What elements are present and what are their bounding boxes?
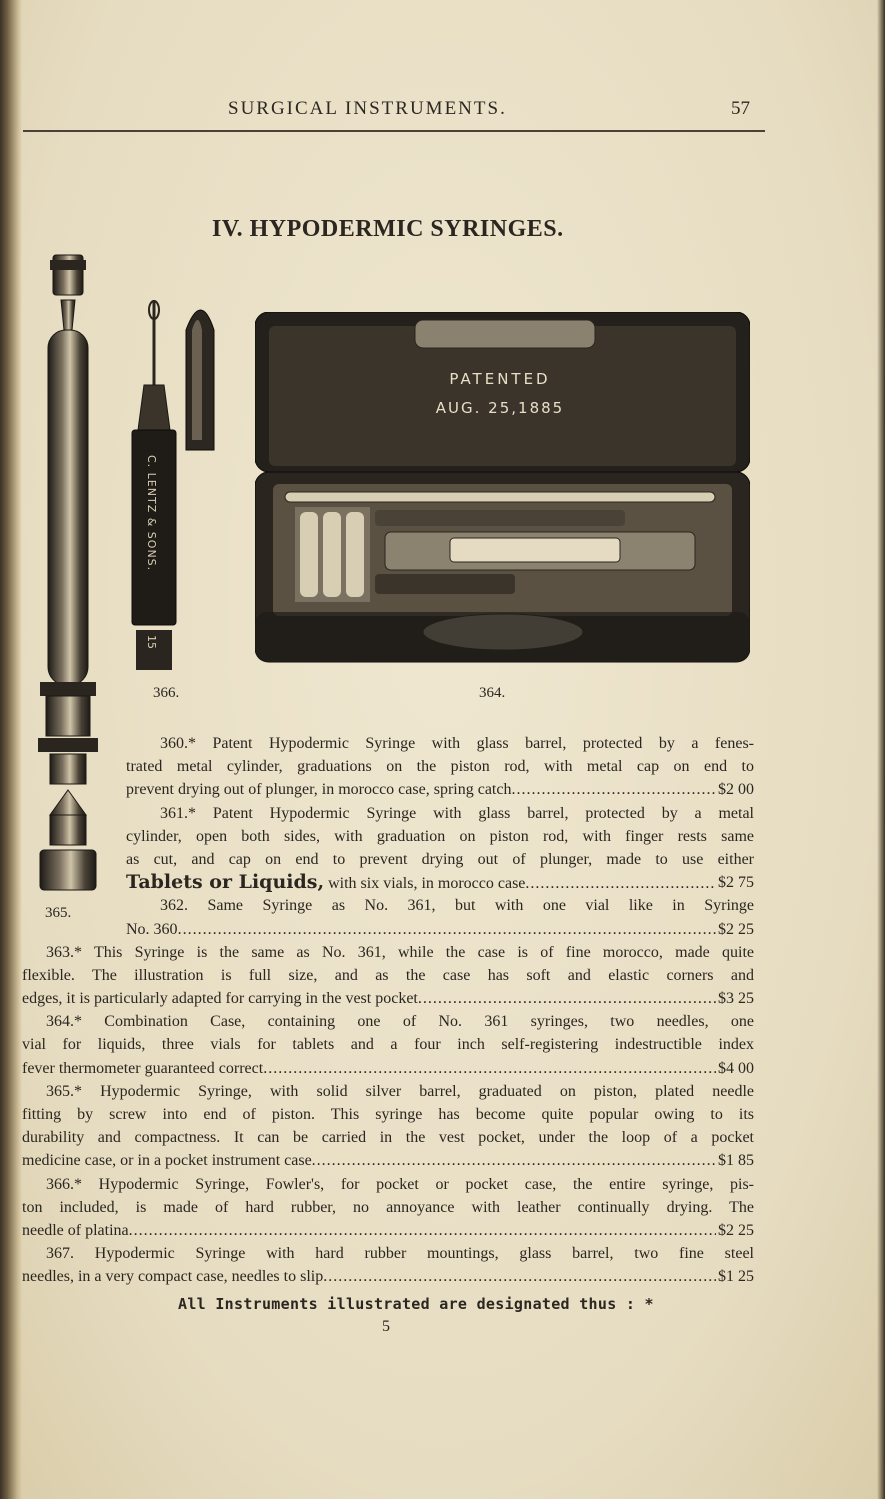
item-366-line: ton included, is made of hard rubber, no annoyance with leather continually drying. The: [22, 1198, 754, 1216]
item-362-line: 362. Same Syringe as No. 361, but with one vial like in Syringe: [160, 897, 754, 915]
item-361-line: cylinder, open both sides, with graduation on piston rod, with finger rests same: [126, 827, 754, 845]
figure-label-366: 366.: [153, 685, 180, 701]
item-362-desc: No. 360 .....: [126, 918, 716, 941]
page-edge-shadow: [877, 0, 885, 1499]
item-366-price: $2 25: [718, 1221, 754, 1239]
item-362-priceline: [126, 918, 754, 941]
case-lid-line2: AUG. 25,1885: [435, 399, 565, 417]
item-360-priceline: [126, 778, 754, 801]
item-361-line: 361.* Patent Hypodermic Syringe with glass barrel, protected by a metal: [160, 804, 754, 822]
catalog-text: [22, 732, 754, 1289]
item-364-priceline: [22, 1057, 754, 1080]
item-367-priceline: [22, 1265, 754, 1288]
case-364-illustration: [255, 312, 750, 667]
footer-page-number: 5: [382, 1318, 390, 1335]
item-362-price: $2 25: [718, 920, 754, 938]
book-spine-shadow: [0, 0, 22, 1499]
item-367-desc: needles, in a very compact case, needles to slip .....: [22, 1265, 716, 1288]
item-361-price: $2 75: [718, 874, 754, 892]
item-361-bold: Tablets or Liquids,: [126, 871, 325, 894]
running-header: SURGICAL INSTRUMENTS.: [228, 98, 507, 119]
item-360-price: $2 00: [718, 781, 754, 799]
item-364-desc: fever thermometer guaranteed correct .....: [22, 1057, 716, 1080]
item-365-price: $1 85: [718, 1152, 754, 1170]
item-361-priceline: [126, 871, 754, 894]
syringe-number: 15: [145, 635, 158, 649]
item-364-line: vial for liquids, three vials for tablets and a four inch self-registering indestructible index: [22, 1036, 754, 1054]
figure-label-364: 364.: [479, 685, 506, 701]
section-title: IV. HYPODERMIC SYRINGES.: [212, 216, 564, 242]
item-360-line: 360.* Patent Hypodermic Syringe with glass barrel, protected by a fenes-: [160, 735, 754, 752]
item-364-price: $4 00: [718, 1059, 754, 1077]
syringe-engraving: C. LENTZ & SONS.: [145, 455, 158, 572]
item-363-desc: edges, it is particularly adapted for carrying in the vest pocket .....: [22, 987, 716, 1010]
syringe-366-illustration: [126, 290, 226, 680]
page-number: 57: [731, 98, 750, 119]
item-367-price: $1 25: [718, 1268, 754, 1286]
item-365-line: fitting by screw into end of piston. This syringe has become quite popular owing to its: [22, 1106, 754, 1123]
item-360-line: trated metal cylinder, graduations on the piston rod, with metal cap on end to: [126, 758, 754, 776]
item-363-line: 363.* This Syringe is the same as No. 361, while the case is of fine morocco, made quite: [46, 943, 754, 961]
case-lid-line1: PATENTED: [449, 370, 551, 388]
item-361-line: as cut, and cap on end to prevent drying out of plunger, made to use either: [126, 850, 754, 868]
item-363-priceline: [22, 987, 754, 1010]
item-367-line: 367. Hypodermic Syringe with hard rubber mountings, glass barrel, two fine steel: [46, 1245, 754, 1263]
item-364-line: 364.* Combination Case, containing one of No. 361 syringes, two needles, one: [46, 1013, 754, 1031]
item-363-line: flexible. The illustration is full size, and as the case has soft and elastic corners and: [22, 966, 754, 984]
item-366-priceline: [22, 1219, 754, 1242]
item-365-priceline: [22, 1149, 754, 1172]
footer-note: All Instruments illustrated are designated thus : *: [178, 1295, 654, 1313]
item-363-price: $3 25: [718, 990, 754, 1008]
item-366-line: 366.* Hypodermic Syringe, Fowler's, for pocket or pocket case, the entire syringe, pis-: [46, 1175, 754, 1193]
item-360-desc: prevent drying out of plunger, in morocco case, spring catch .....: [126, 778, 716, 801]
item-366-desc: needle of platina .....: [22, 1219, 716, 1242]
item-365-line: durability and compactness. It can be carried in the vest pocket, under the loop of a pocket: [22, 1129, 754, 1147]
item-365-desc: medicine case, or in a pocket instrument case .....: [22, 1149, 716, 1172]
item-361-desc: with six vials, in morocco case: [324, 875, 526, 893]
item-365-line: 365.* Hypodermic Syringe, with solid silver barrel, graduated on piston, plated needle: [46, 1082, 754, 1100]
figure-label-365: 365.: [45, 905, 72, 921]
header-rule: [23, 130, 765, 132]
